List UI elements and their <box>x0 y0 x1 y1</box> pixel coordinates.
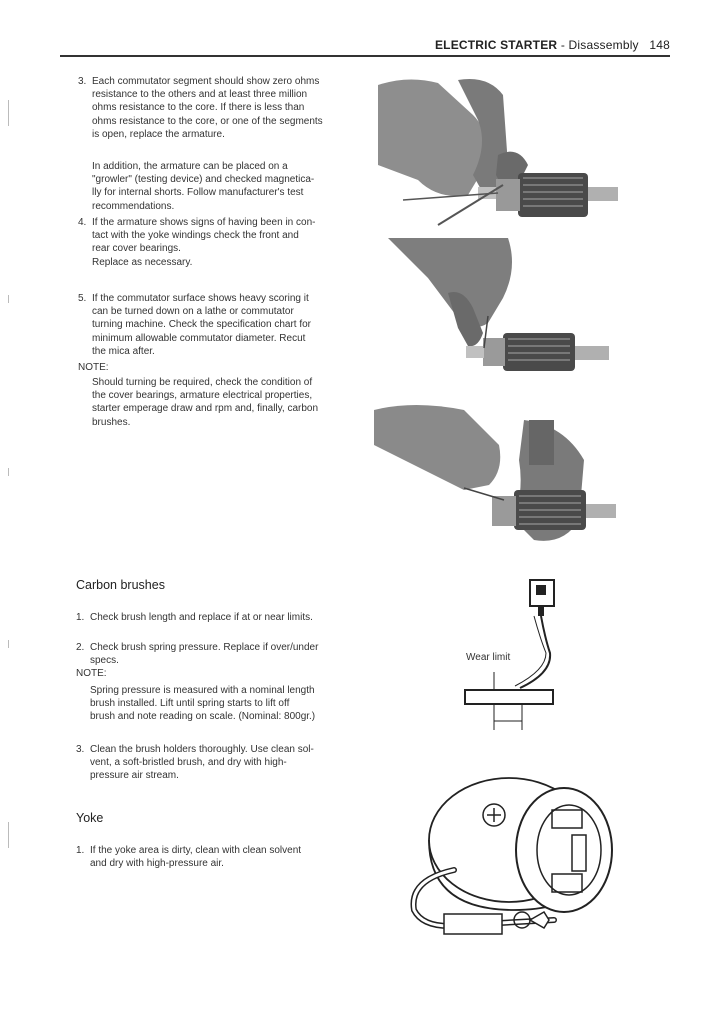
text-line: is open, replace the armature. <box>92 128 225 140</box>
step-number: 1. <box>76 845 85 856</box>
header-rule <box>60 55 670 57</box>
section-heading-yoke: Yoke <box>76 811 104 825</box>
text-line: pressure air stream. <box>90 770 179 782</box>
text-line: Check brush length and replace if at or near limits. <box>90 612 313 623</box>
header-subtitle: Disassembly <box>568 38 639 52</box>
armature-test-photo-3 <box>374 400 624 550</box>
brush-note-body <box>90 684 360 724</box>
text-line: Each commutator segment should show zero ohms <box>92 76 320 87</box>
armature-test-photo-2 <box>388 238 628 378</box>
text-line: If the commutator surface shows heavy scoring it <box>92 293 309 304</box>
margin-mark <box>8 468 9 476</box>
text-line: Should turning be required, check the condition of <box>92 377 313 388</box>
text-line: Spring pressure is measured with a nominal length <box>90 685 315 696</box>
text-line: Check brush spring pressure. Replace if over/under <box>90 642 319 653</box>
note-label: NOTE: <box>76 668 107 679</box>
text-line: In addition, the armature can be placed on a <box>92 161 288 172</box>
text-line: and dry with high-pressure air. <box>90 858 224 870</box>
text-line: Clean the brush holders thoroughly. Use clean sol- <box>90 744 314 755</box>
text-line: the cover bearings, armature electrical properties, <box>92 390 313 402</box>
text-line: resistance to the others and at least three million <box>92 89 308 101</box>
text-line: brushes. <box>92 416 131 428</box>
margin-mark <box>8 822 9 848</box>
text-line: Replace as necessary. <box>92 256 193 268</box>
text-line: ohms resistance to the core. If there is less than <box>92 102 305 114</box>
header-separator: - <box>557 38 569 52</box>
text-line: tact with the yoke windings check the front and <box>92 230 299 242</box>
note-label: NOTE: <box>78 362 109 373</box>
text-line: If the armature shows signs of having been in con- <box>92 217 316 228</box>
margin-mark <box>8 640 9 648</box>
text-line: lly for internal shorts. Follow manufacturer's test <box>92 187 304 199</box>
text-line: rear cover bearings. <box>92 243 181 255</box>
text-line: "growler" (testing device) and checked magnetica- <box>92 174 315 186</box>
text-line: the mica after. <box>92 345 155 357</box>
step-number: 1. <box>76 612 85 623</box>
header-section-title: ELECTRIC STARTER <box>434 38 558 52</box>
armature-step-3-extra <box>92 160 358 213</box>
section-heading-carbon-brushes: Carbon brushes <box>76 578 165 592</box>
text-line: ohms resistance to the core, or one of the segments <box>92 115 323 127</box>
text-line: starter emperage draw and rpm and, finally, carbon <box>92 403 319 415</box>
step-number: 3. <box>76 744 85 755</box>
step-number: 5. <box>78 293 87 304</box>
margin-mark <box>8 100 9 126</box>
text-line: can be turned down on a lathe or commutator <box>92 306 294 318</box>
text-line: vent, a soft-bristled brush, and dry with high- <box>90 757 287 769</box>
armature-test-photo-1 <box>378 75 638 240</box>
margin-mark <box>8 295 9 303</box>
page-number: 148 <box>649 38 670 52</box>
wear-limit-label: Wear limit <box>466 652 511 663</box>
step-number: 2. <box>76 642 85 653</box>
text-line: brush and note reading on scale. (Nominal: 800gr.) <box>90 711 316 723</box>
text-line: If the yoke area is dirty, clean with clean solvent <box>90 845 302 856</box>
text-line: specs. <box>90 655 119 667</box>
armature-note-body <box>92 376 358 429</box>
text-line: turning machine. Check the specification chart for <box>92 319 311 331</box>
yoke-diagram <box>404 770 624 950</box>
text-line: recommendations. <box>92 200 175 212</box>
page-header <box>390 38 670 52</box>
step-number: 3. <box>78 76 87 87</box>
text-line: brush installed. Lift until spring starts to lift off <box>90 698 290 710</box>
step-number: 4. <box>78 217 87 228</box>
text-line: minimum allowable commutator diameter. Recut <box>92 332 306 344</box>
